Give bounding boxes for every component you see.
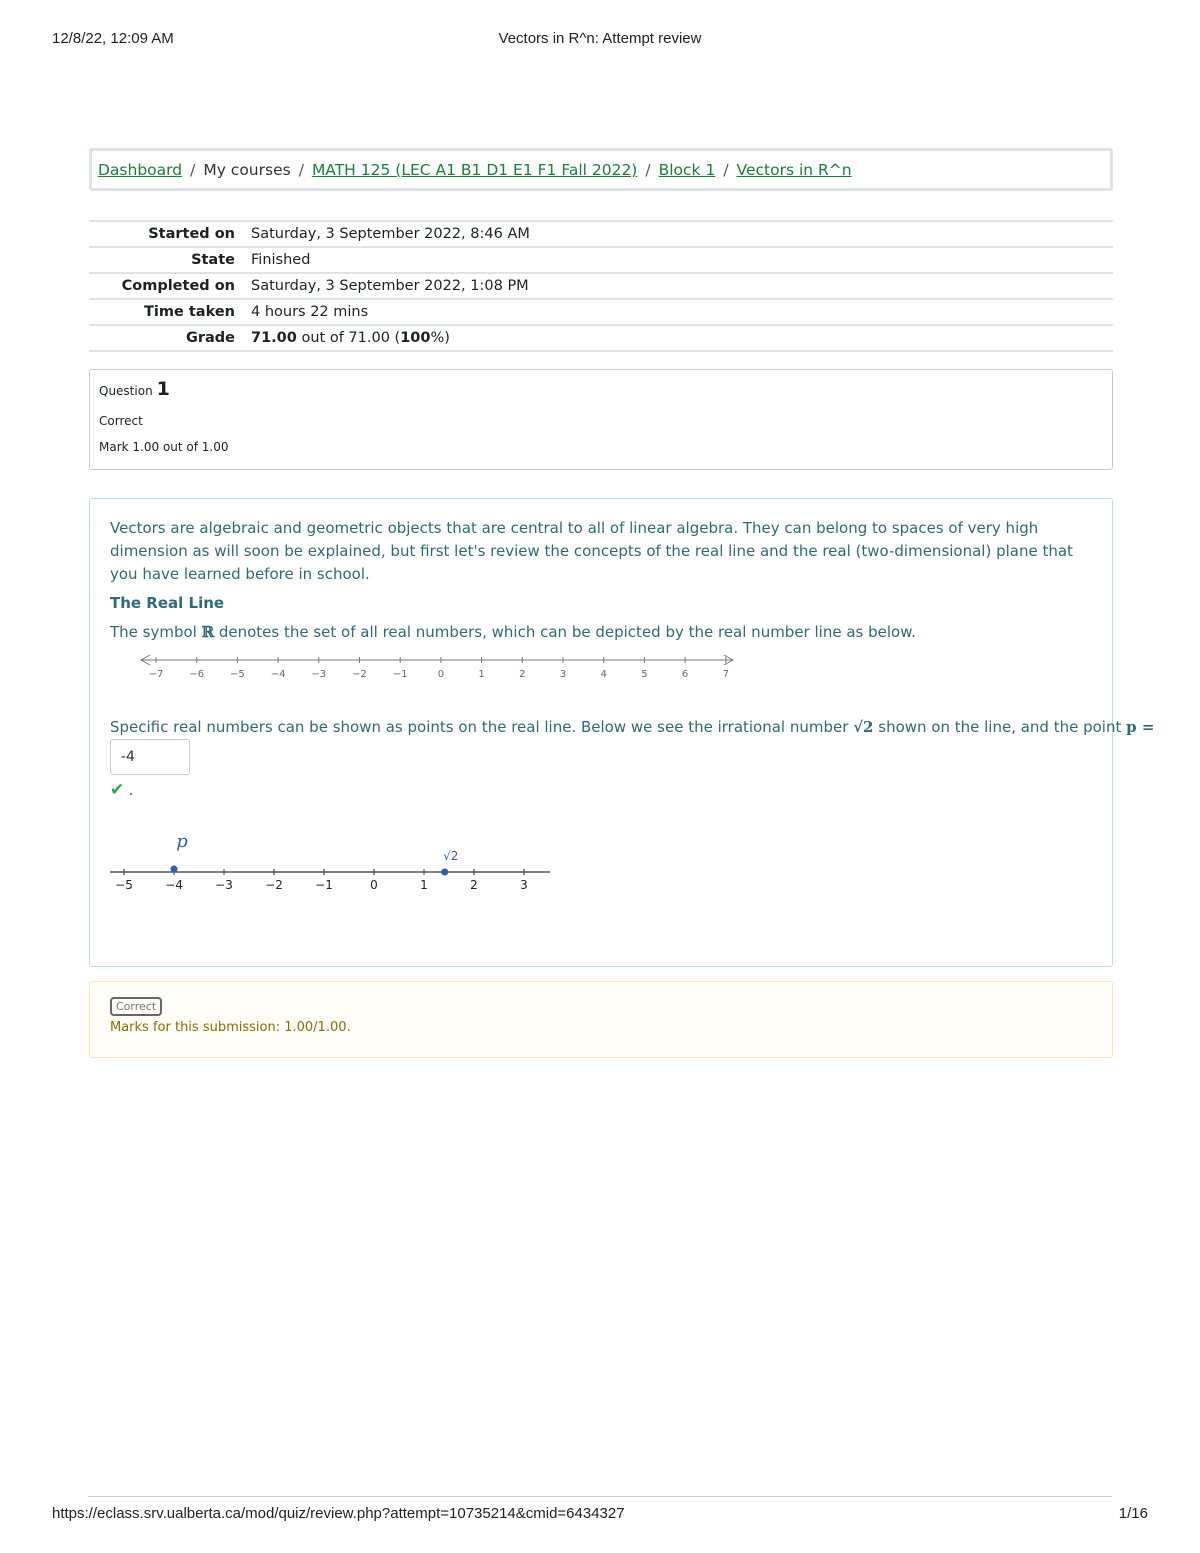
number-line-tick-label: −7	[148, 669, 164, 680]
breadcrumb-dashboard[interactable]: Dashboard	[98, 161, 183, 179]
plot-tick-label: 0	[370, 878, 378, 892]
summary-row-state	[89, 247, 1113, 273]
number-line-tick-label: 3	[559, 669, 567, 680]
time-label: Time taken	[89, 299, 243, 325]
number-line-tick-label: −6	[189, 669, 205, 680]
started-value: Saturday, 3 September 2022, 8:46 AM	[243, 221, 1113, 247]
time-value: 4 hours 22 mins	[243, 299, 1113, 325]
points-paragraph	[110, 716, 1154, 739]
grade-out-of: out of 71.00 (	[296, 330, 401, 346]
points-text-mid: shown on the line, and the point	[873, 718, 1127, 736]
intro-text: Vectors are algebraic and geometric objects that are central to all of linear algebra. They can belong to spaces of very high dimension as will soon be explained, but first let's review the concepts of the real line and the real (two-dimensional) plane that you have learned before in school.	[110, 519, 1073, 583]
summary-row-completed	[89, 273, 1113, 299]
breadcrumb-course[interactable]: MATH 125 (LEC A1 B1 D1 E1 F1 Fall 2022)	[311, 161, 638, 179]
grade-percent: 100	[400, 330, 431, 346]
question-formulation	[89, 498, 1155, 967]
question-number	[99, 378, 1103, 400]
real-number-line-figure	[136, 647, 746, 687]
section-heading: The Real Line	[110, 594, 225, 612]
point-sqrt2-marker	[441, 869, 448, 876]
plot-tick-label: −1	[315, 878, 333, 892]
number-line-tick-label: 2	[519, 669, 526, 680]
breadcrumb-quiz[interactable]: Vectors in R^n	[736, 161, 852, 179]
grade-score: 71.00	[251, 330, 297, 346]
grade-value	[243, 325, 1113, 351]
breadcrumb-my-courses: My courses	[203, 161, 291, 179]
plot-tick-label: 3	[520, 878, 528, 892]
point-p-label: p	[176, 831, 188, 852]
number-line-tick-label: 7	[722, 669, 729, 680]
completed-label: Completed on	[89, 273, 243, 299]
points-text: Specific real numbers can be shown as points on the real line. Below we see the irrational number	[110, 718, 854, 736]
started-label: Started on	[89, 221, 243, 247]
symbol-text-after: denotes the set of all real numbers, which can be depicted by the real number line as below.	[214, 623, 916, 641]
check-icon: ✔	[110, 780, 125, 800]
question-state: Correct	[99, 414, 143, 428]
summary-row-grade	[89, 325, 1113, 351]
breadcrumb-separator: /	[298, 161, 304, 179]
number-line-tick-label: 6	[681, 669, 689, 680]
plot-tick-label: −4	[165, 878, 183, 892]
symbol-text-before: The symbol	[110, 623, 202, 641]
point-p-symbol: p =	[1126, 718, 1155, 736]
sqrt-two-symbol: √2	[853, 718, 874, 736]
plot-tick-label: −2	[265, 878, 283, 892]
point-plot-figure	[110, 825, 560, 905]
breadcrumb-separator: /	[645, 161, 651, 179]
completed-value: Saturday, 3 September 2022, 1:08 PM	[243, 273, 1113, 299]
question-info	[89, 369, 1113, 470]
plot-tick-label: 1	[420, 878, 428, 892]
print-footer	[52, 1505, 1148, 1522]
outcome-panel	[89, 981, 1113, 1058]
print-title: Vectors in R^n: Attempt review	[498, 30, 702, 47]
summary-row-started	[89, 221, 1113, 247]
after-check-text: .	[128, 783, 134, 799]
print-header	[52, 30, 1148, 50]
grade-label: Grade	[89, 325, 243, 351]
feedback-row	[110, 779, 133, 803]
print-url: https://eclass.srv.ualberta.ca/mod/quiz/review.php?attempt=10735214&cmid=6434327	[52, 1505, 625, 1522]
print-page-number: 1/16	[1118, 1505, 1148, 1522]
breadcrumb-separator: /	[190, 161, 196, 179]
question-number-value: 1	[156, 378, 170, 400]
breadcrumb	[89, 148, 1113, 191]
print-datetime: 12/8/22, 12:09 AM	[52, 30, 174, 47]
number-line-tick-label: 1	[478, 669, 485, 680]
attempt-summary-table	[89, 220, 1113, 352]
question-mark: Mark 1.00 out of 1.00	[99, 440, 229, 454]
plot-tick-label: −3	[215, 878, 233, 892]
number-line-tick-label: −5	[230, 669, 245, 680]
real-numbers-symbol: ℝ	[201, 623, 215, 641]
number-line-tick-label: −4	[270, 669, 286, 680]
breadcrumb-separator: /	[723, 161, 729, 179]
question-label: Question	[99, 384, 153, 398]
state-label: State	[89, 247, 243, 273]
plot-tick-label: −5	[115, 878, 133, 892]
point-sqrt2-label: √2	[443, 849, 459, 863]
number-line-tick-label: 0	[437, 669, 445, 680]
breadcrumb-block[interactable]: Block 1	[658, 161, 716, 179]
summary-row-time	[89, 299, 1113, 325]
correct-badge: Correct	[110, 997, 162, 1016]
plot-tick-label: 2	[470, 878, 478, 892]
grade-end: %)	[430, 330, 450, 346]
symbol-paragraph	[110, 621, 1092, 644]
number-line-tick-label: −2	[352, 669, 367, 680]
footer-divider	[88, 1496, 1112, 1497]
number-line-tick-label: −3	[311, 669, 327, 680]
submission-marks: Marks for this submission: 1.00/1.00.	[110, 1020, 351, 1035]
number-line-tick-label: −1	[392, 669, 408, 680]
answer-input[interactable]	[110, 739, 190, 775]
state-value: Finished	[243, 247, 1113, 273]
point-p-marker	[171, 866, 178, 873]
number-line-tick-label: 4	[600, 669, 607, 680]
number-line-tick-label: 5	[641, 669, 648, 680]
